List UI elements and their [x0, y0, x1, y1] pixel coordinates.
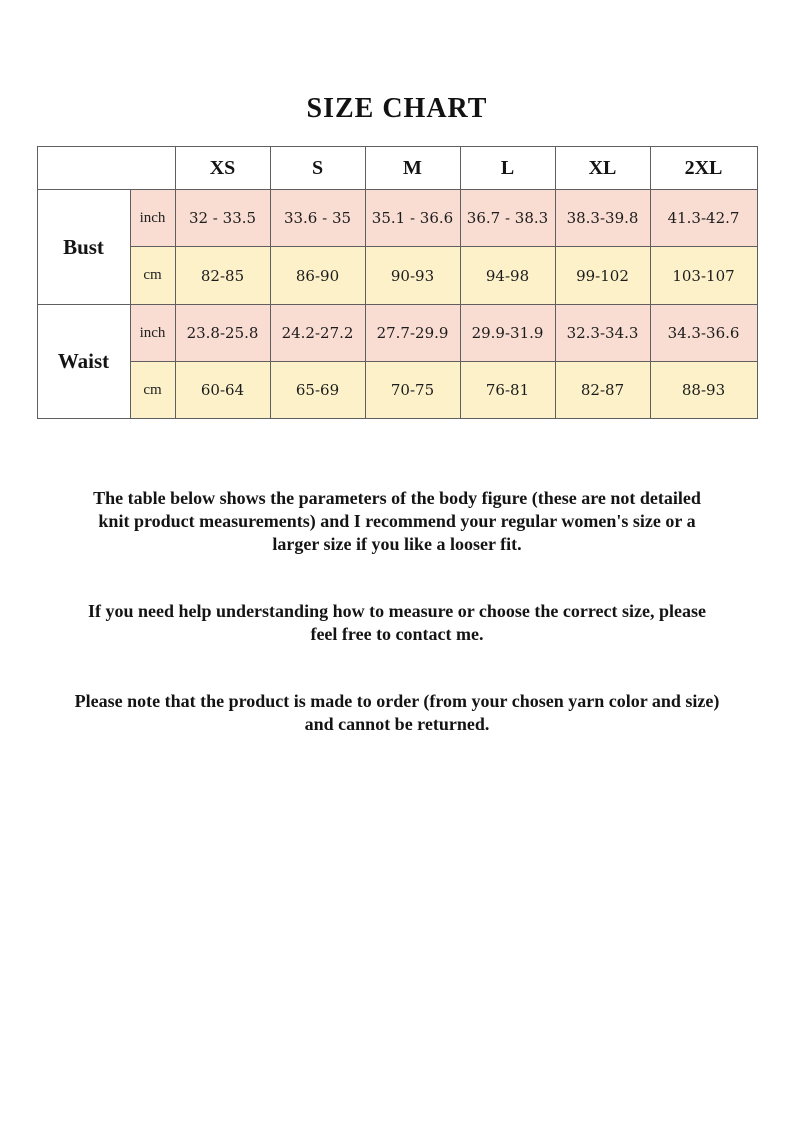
size-column-header-2xl: 2XL — [650, 147, 757, 190]
bust-cm-value-s: 86-90 — [270, 247, 365, 305]
waist-cm-value-l: 76-81 — [460, 362, 555, 419]
waist-inch-value-l: 29.9-31.9 — [460, 305, 555, 362]
bust-inch-value-l: 36.7 - 38.3 — [460, 190, 555, 247]
bust-inch-row — [37, 190, 757, 247]
waist-inch-value-2xl: 34.3-36.6 — [650, 305, 757, 362]
corner-cell — [37, 147, 175, 190]
bust-inch-value-xl: 38.3-39.8 — [555, 190, 650, 247]
size-column-header-xl: XL — [555, 147, 650, 190]
waist-cm-value-2xl: 88-93 — [650, 362, 757, 419]
bust-cm-value-2xl: 103-107 — [650, 247, 757, 305]
waist-inch-value-xs: 23.8-25.8 — [175, 305, 270, 362]
bust-inch-value-m: 35.1 - 36.6 — [365, 190, 460, 247]
waist-cm-value-m: 70-75 — [365, 362, 460, 419]
bust-cm-value-l: 94-98 — [460, 247, 555, 305]
bust-cm-value-xl: 99-102 — [555, 247, 650, 305]
size-column-header-xs: XS — [175, 147, 270, 190]
bust-unit-cell-cm: cm — [130, 247, 175, 305]
waist-inch-value-s: 24.2-27.2 — [270, 305, 365, 362]
bust-inch-value-2xl: 41.3-42.7 — [650, 190, 757, 247]
waist-label-cell: Waist — [37, 305, 130, 419]
note-paragraph-made-to-order: Please note that the product is made to order (from your chosen yarn color and size) and cannot be returned. — [74, 691, 720, 735]
page-title: SIZE CHART — [306, 93, 488, 124]
bust-label-cell: Bust — [37, 190, 130, 305]
waist-cm-value-xl: 82-87 — [555, 362, 650, 419]
size-chart-table — [37, 146, 758, 419]
notes-section — [0, 487, 794, 736]
bust-inch-value-s: 33.6 - 35 — [270, 190, 365, 247]
waist-cm-row — [37, 362, 757, 419]
size-column-header-l: L — [460, 147, 555, 190]
waist-unit-cell-inch: inch — [130, 305, 175, 362]
bust-cm-value-m: 90-93 — [365, 247, 460, 305]
bust-cm-value-xs: 82-85 — [175, 247, 270, 305]
bust-inch-value-xs: 32 - 33.5 — [175, 190, 270, 247]
bust-cm-row — [37, 247, 757, 305]
waist-inch-row — [37, 305, 757, 362]
size-header-row — [37, 147, 757, 190]
waist-inch-value-xl: 32.3-34.3 — [555, 305, 650, 362]
size-column-header-s: S — [270, 147, 365, 190]
waist-cm-value-xs: 60-64 — [175, 362, 270, 419]
bust-unit-cell-inch: inch — [130, 190, 175, 247]
note-paragraph-contact: If you need help understanding how to measure or choose the correct size, please feel free to contact me. — [88, 601, 706, 645]
waist-inch-value-m: 27.7-29.9 — [365, 305, 460, 362]
size-column-header-m: M — [365, 147, 460, 190]
waist-cm-value-s: 65-69 — [270, 362, 365, 419]
note-paragraph-body-figure: The table below shows the parameters of the body figure (these are not detailed knit product measurements) and I recommend your regular women's size or a larger size if you like a looser fit. — [93, 488, 701, 555]
waist-unit-cell-cm: cm — [130, 362, 175, 419]
